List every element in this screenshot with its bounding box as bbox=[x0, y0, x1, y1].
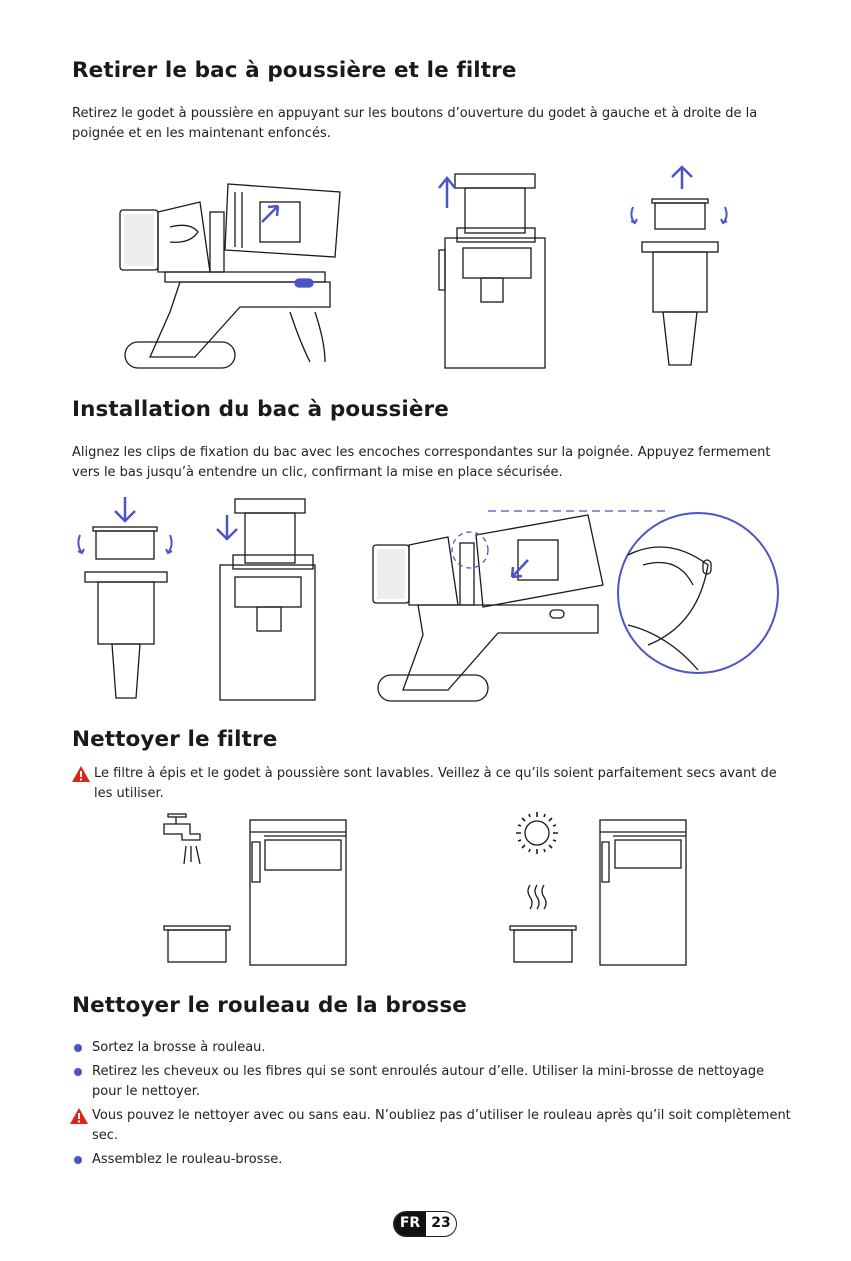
section-text-install-bin: Alignez les clips de fixation du bac avec les encoches correspondantes sur la poignée. Appuyez fermement vers le bas jusqu’à entendre un clic, confirmant la mise en place sécurisée. bbox=[72, 445, 771, 480]
section-title-remove-bin: Retirer le bac à poussière et le filtre bbox=[72, 58, 517, 83]
bullet-dot-icon bbox=[74, 1156, 82, 1164]
warning-triangle-icon bbox=[70, 1108, 88, 1124]
vacuum-install-bin-illustration bbox=[368, 505, 778, 705]
warning-triangle-icon bbox=[72, 766, 90, 782]
list-item-warning: Vous pouvez le nettoyer avec ou sans eau. N’oubliez pas d’utiliser le rouleau après qu’il soit complètement sec. bbox=[74, 1106, 794, 1146]
dust-bin-insert-illustration bbox=[205, 495, 325, 705]
page-number: 23 bbox=[431, 1215, 451, 1231]
filter-insert-illustration bbox=[70, 495, 185, 700]
sun-icon bbox=[516, 812, 558, 854]
dust-bin-lift-cup-illustration bbox=[435, 160, 555, 370]
section-title-clean-brush: Nettoyer le rouleau de la brosse bbox=[72, 993, 467, 1018]
section-text-remove-bin: Retirez le godet à poussière en appuyant sur les boutons d’ouverture du godet à gauche et à droite de la poignée et en les maintenant enfoncés. bbox=[72, 106, 758, 141]
list-item: Retirez les cheveux ou les fibres qui se sont enroulés autour d’elle. Utiliser la mini-brosse de nettoyage pour le nettoyer. bbox=[74, 1062, 794, 1102]
warning-text: Le filtre à épis et le godet à poussière sont lavables. Veillez à ce qu’ils soient parfaitement secs avant de les utiliser. bbox=[94, 766, 777, 801]
tap-water-icon bbox=[164, 814, 200, 864]
filter-separation-illustration bbox=[625, 165, 735, 370]
wash-filter-illustration bbox=[160, 812, 350, 967]
dry-filter-illustration bbox=[505, 807, 690, 967]
section-title-install-bin: Installation du bac à poussière bbox=[72, 397, 449, 422]
section-title-clean-filter: Nettoyer le filtre bbox=[72, 727, 278, 752]
page-number-badge bbox=[393, 1211, 457, 1237]
list-item: Assemblez le rouleau-brosse. bbox=[74, 1150, 794, 1170]
vacuum-remove-bin-illustration bbox=[110, 172, 360, 372]
bullet-dot-icon bbox=[74, 1068, 82, 1076]
heat-waves-icon bbox=[528, 885, 546, 909]
bullet-dot-icon bbox=[74, 1044, 82, 1052]
list-item: Sortez la brosse à rouleau. bbox=[74, 1038, 794, 1058]
warning-washable bbox=[72, 764, 792, 804]
language-code: FR bbox=[394, 1212, 426, 1236]
